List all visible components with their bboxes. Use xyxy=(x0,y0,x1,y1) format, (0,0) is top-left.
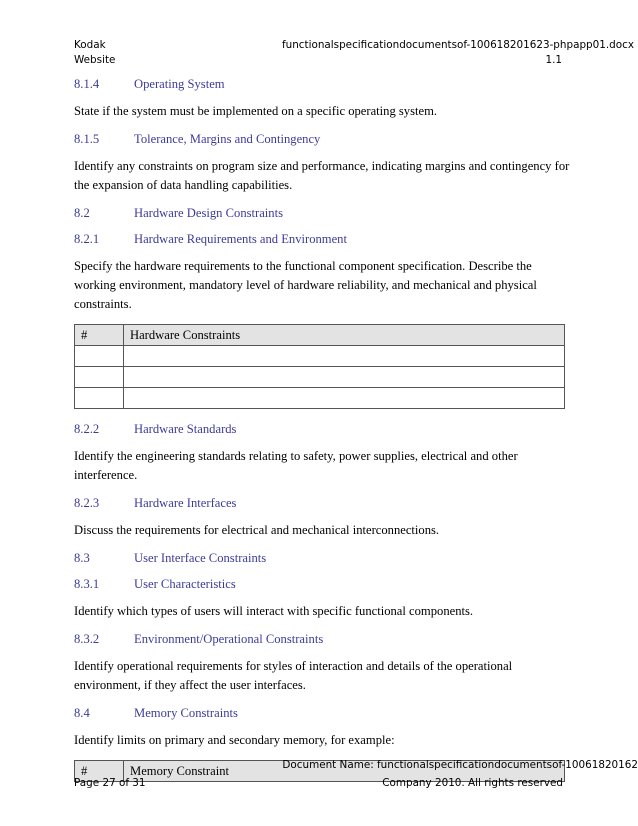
header-filename: functionalspecificationdocumentsof-100618201623-phpapp01.docx xyxy=(281,39,634,51)
paragraph: Discuss the requirements for electrical and mechanical interconnections. xyxy=(74,523,440,537)
heading-8-3 xyxy=(74,550,574,566)
section-title: User Interface Constraints xyxy=(134,551,267,565)
paragraph: Identify the engineering standards relating to safety, power supplies, electrical and other interference. xyxy=(74,449,518,482)
table-header-cell: Memory Constraint xyxy=(124,761,565,782)
section-title: Operating System xyxy=(134,77,225,91)
heading-8-1-4 xyxy=(74,76,574,92)
section-title: Hardware Design Constraints xyxy=(134,206,283,220)
footer-document-name: Document Name: functionalspecificationdocumentsof-10061820162 xyxy=(282,759,638,771)
footer-page-number: Page 27 of 31 xyxy=(74,777,146,789)
section-number: 8.2 xyxy=(74,206,90,220)
paragraph: State if the system must be implemented on a specific operating system. xyxy=(74,104,438,118)
paragraph: Specify the hardware requirements to the functional component specification. Describe the working environment, mandatory level of hardware reliability, and mechanical and physical constraints. xyxy=(74,259,537,311)
section-number: 8.2.1 xyxy=(74,232,100,246)
hardware-constraints-table xyxy=(74,324,565,409)
section-title: Hardware Requirements and Environment xyxy=(134,232,347,246)
table-cell xyxy=(124,346,565,367)
section-title: Memory Constraints xyxy=(134,706,238,720)
footer-copyright: Company 2010. All rights reserved xyxy=(382,777,563,789)
table-header-row xyxy=(75,325,565,346)
table-cell xyxy=(75,346,124,367)
section-number: 8.2.3 xyxy=(74,496,100,510)
table-header-cell: Hardware Constraints xyxy=(124,325,565,346)
paragraph: Identify which types of users will interact with specific functional components. xyxy=(74,604,474,618)
document-body xyxy=(74,76,574,794)
section-number: 8.1.5 xyxy=(74,132,100,146)
table-row xyxy=(75,367,565,388)
table-header-cell: # xyxy=(75,325,124,346)
paragraph: Identify limits on primary and secondary memory, for example: xyxy=(74,733,395,747)
heading-8-3-1 xyxy=(74,576,574,592)
section-number: 8.3.1 xyxy=(74,577,100,591)
section-title: User Characteristics xyxy=(134,577,236,591)
header-version: 1.1 xyxy=(545,54,562,66)
heading-8-2-2 xyxy=(74,421,574,437)
heading-8-2-1 xyxy=(74,231,574,247)
table-row xyxy=(75,388,565,409)
header-company: Kodak xyxy=(74,39,106,51)
section-number: 8.3.2 xyxy=(74,632,100,646)
heading-8-3-2 xyxy=(74,631,574,647)
table-cell xyxy=(75,388,124,409)
heading-8-2 xyxy=(74,205,574,221)
paragraph: Identify any constraints on program size and performance, indicating margins and contingency for the expansion of data handling capabilities. xyxy=(74,159,570,192)
section-number: 8.2.2 xyxy=(74,422,100,436)
table-header-cell: # xyxy=(75,761,124,782)
section-title: Environment/Operational Constraints xyxy=(134,632,324,646)
table-cell xyxy=(124,388,565,409)
header-project: Website xyxy=(74,54,116,66)
table-cell xyxy=(124,367,565,388)
section-number: 8.1.4 xyxy=(74,77,100,91)
heading-8-4 xyxy=(74,705,574,721)
table-cell xyxy=(75,367,124,388)
section-number: 8.3 xyxy=(74,551,90,565)
paragraph: Identify operational requirements for styles of interaction and details of the operational environment, if they affect the user interfaces. xyxy=(74,659,513,692)
heading-8-2-3 xyxy=(74,495,574,511)
heading-8-1-5 xyxy=(74,131,574,147)
section-title: Hardware Standards xyxy=(134,422,237,436)
table-row xyxy=(75,346,565,367)
section-title: Tolerance, Margins and Contingency xyxy=(134,132,321,146)
section-number: 8.4 xyxy=(74,706,90,720)
section-title: Hardware Interfaces xyxy=(134,496,237,510)
